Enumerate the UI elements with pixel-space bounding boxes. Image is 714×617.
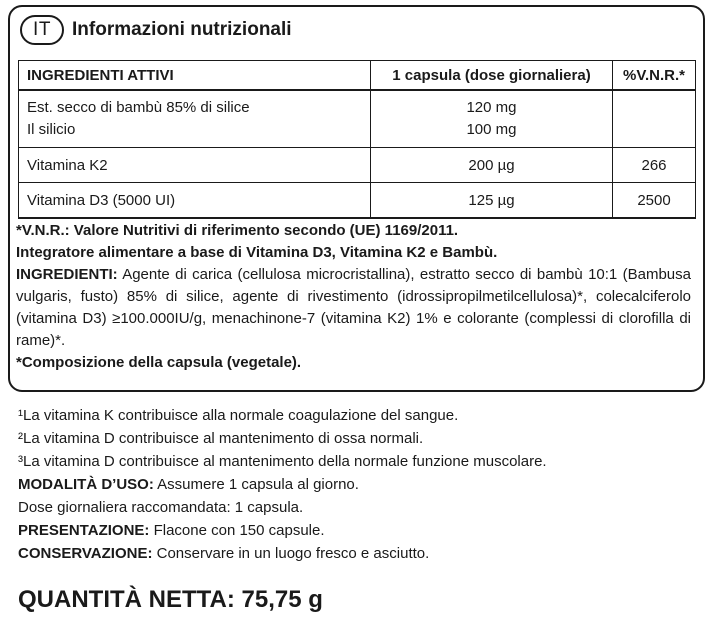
label-notes: [16, 220, 691, 374]
amount-value: 200 µg: [371, 148, 613, 183]
column-header-daily-dose: 1 capsula (dose giornaliera): [371, 61, 613, 91]
vnr-cell: [613, 90, 696, 148]
usage-instructions: [18, 473, 708, 496]
usage-text: Assumere 1 capsula al giorno.: [153, 476, 359, 493]
ingredients-paragraph: [16, 264, 691, 352]
storage-label: CONSERVAZIONE:: [18, 545, 153, 562]
storage-text: Conservare in un luogo fresco e asciutto.: [152, 545, 430, 562]
net-quantity: QUANTITÀ NETTA: 75,75 g: [18, 586, 323, 613]
vnr-value: 266: [613, 148, 696, 183]
amount-value: 100 mg: [466, 121, 517, 138]
ingredient-name: Vitamina K2: [19, 148, 371, 183]
amount-value: 120 mg: [466, 99, 517, 116]
presentation-text: Flacone con 150 capsule.: [149, 522, 325, 539]
ingredient-name: Vitamina D3 (5000 UI): [19, 183, 371, 219]
table-row: [19, 90, 696, 148]
column-header-vnr: %V.N.R.*: [613, 61, 696, 91]
health-claim: ²La vitamina D contribuisce al mantenimento di ossa normali.: [18, 430, 424, 447]
ingredient-cell: [19, 90, 371, 148]
product-description: Integratore alimentare a base di Vitamina D3, Vitamina K2 e Bambù.: [16, 244, 498, 261]
panel-title: Informazioni nutrizionali: [72, 19, 292, 40]
ingredient-name: Il silicio: [27, 121, 76, 138]
table-header-row: [19, 61, 696, 91]
capsule-composition-note: *Composizione della capsula (vegetale).: [16, 354, 302, 371]
vnr-footnote: *V.N.R.: Valore Nutritivi di riferimento secondo (UE) 1169/2011.: [16, 222, 459, 239]
storage-info: [18, 542, 708, 565]
amount-cell: [371, 90, 613, 148]
ingredients-text: Agente di carica (cellulosa microcristallina), estratto secco di bambù 10:1 (Bambusa vulgaris, fusto) 85% di silice, agente di rivestimento (idrossipropilmetilcellulosa)*, colecalciferolo (vitamina D3) ≥100.000IU/g, menachinone-7 (vitamina K2) 1% e colorante (complessi di clorofilla di rame)*.: [16, 266, 691, 349]
ingredients-label: INGREDIENTI:: [16, 266, 118, 283]
presentation-label: PRESENTAZIONE:: [18, 522, 150, 539]
usage-label: MODALITÀ D’USO:: [18, 476, 154, 493]
presentation-info: [18, 519, 708, 542]
product-claims-and-usage: [18, 404, 708, 565]
amount-value: 125 µg: [371, 183, 613, 219]
ingredient-name: Est. secco di bambù 85% di silice: [27, 99, 250, 116]
health-claim: ¹La vitamina K contribuisce alla normale coagulazione del sangue.: [18, 407, 459, 424]
recommended-dose: Dose giornaliera raccomandata: 1 capsula.: [18, 499, 304, 516]
vnr-value: 2500: [613, 183, 696, 219]
health-claim: ³La vitamina D contribuisce al mantenimento della normale funzione muscolare.: [18, 453, 547, 470]
table-row: [19, 183, 696, 219]
column-header-ingredients: INGREDIENTI ATTIVI: [19, 61, 371, 91]
active-ingredients-table: [18, 60, 696, 219]
table-row: [19, 148, 696, 183]
language-badge: IT: [20, 15, 64, 45]
